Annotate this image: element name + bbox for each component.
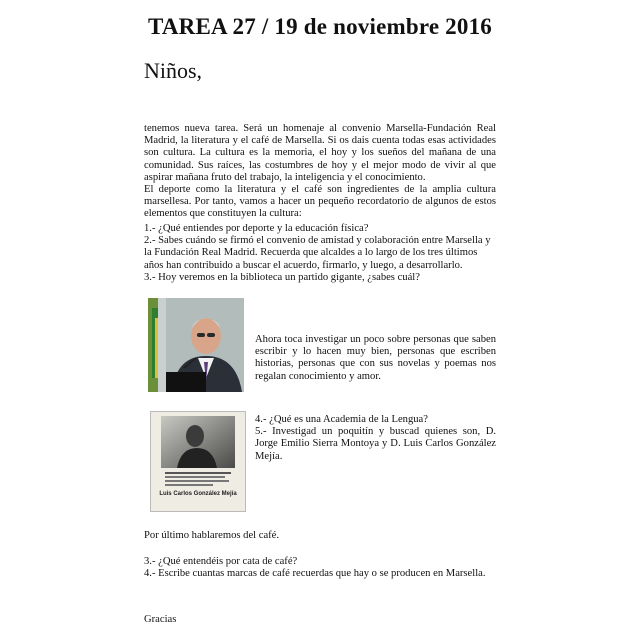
question-item: 3.- Hoy veremos en la biblioteca un partido gigante, ¿sabes cuál? [144, 271, 420, 283]
intro-paragraph-1: tenemos nueva tarea. Será un homenaje al convenio Marsella-Fundación Real Madrid, la literatura y el café de Marsella. Si os dais cuenta todas esas actividades son cultura. La cultura es la memoria, el hoy y los sueños del mañana de una comunidad. Sus raíces, las costumbres de hoy y el mejor modo de vivir al que aspirar mañana fruto del trabajo, la inteligencia y el conocimiento. [144, 123, 496, 183]
closing-thanks: Gracias [144, 614, 177, 625]
question-list-3 [144, 556, 496, 580]
question-item: 2.- Sabes cuándo se firmó el convenio de amistad y colaboración entre Marsella y la Fundación Real Madrid. Recuerda que alcaldes a lo largo de los tres últimos años han contribuido a buscar el acuerdo, firmarlo, y luego, a desarrollarlo. [144, 235, 491, 271]
question-list-1 [144, 223, 496, 284]
book-author-name: Luis Carlos González Mejía [159, 491, 237, 497]
page-title: TAREA 27 / 19 de noviembre 2016 [148, 14, 492, 39]
authors-paragraph: Ahora toca investigar un poco sobre personas que saben escribir y lo hacen muy bien, personas que escriben historias, personas que con sus novelas y poemas nos regalan conocimiento y amor. [255, 334, 496, 382]
question-item: 4.- Escribe cuantas marcas de café recuerdas que hay o se producen en Marsella. [144, 568, 486, 580]
question-list-2 [255, 414, 496, 463]
question-item: 4.- ¿Qué es una Academia de la Lengua? [255, 414, 428, 425]
greeting: Niños, [144, 58, 203, 83]
question-item: 5.- Investigad un poquitín y buscad quienes son, D. Jorge Emilio Sierra Montoya y D. Luis Carlos González Mejía. [255, 426, 496, 462]
question-item: 1.- ¿Qué entiendes por deporte y la educación física? [144, 223, 369, 234]
intro-text [144, 123, 496, 221]
speaker-photo [148, 298, 244, 392]
question-item: 3.- ¿Qué entendéis por cata de café? [144, 556, 298, 567]
last-part-text: Por último hablaremos del café. [144, 530, 280, 541]
speaker-photo-illustration [148, 298, 244, 392]
intro-paragraph-2: El deporte como la literatura y el café son ingredientes de la amplia cultura marsellesa. Por tanto, vamos a hacer un pequeño recordatorio de algunos de estos elementos que constituyen la cultura: [144, 184, 496, 220]
book-cover [150, 411, 246, 512]
